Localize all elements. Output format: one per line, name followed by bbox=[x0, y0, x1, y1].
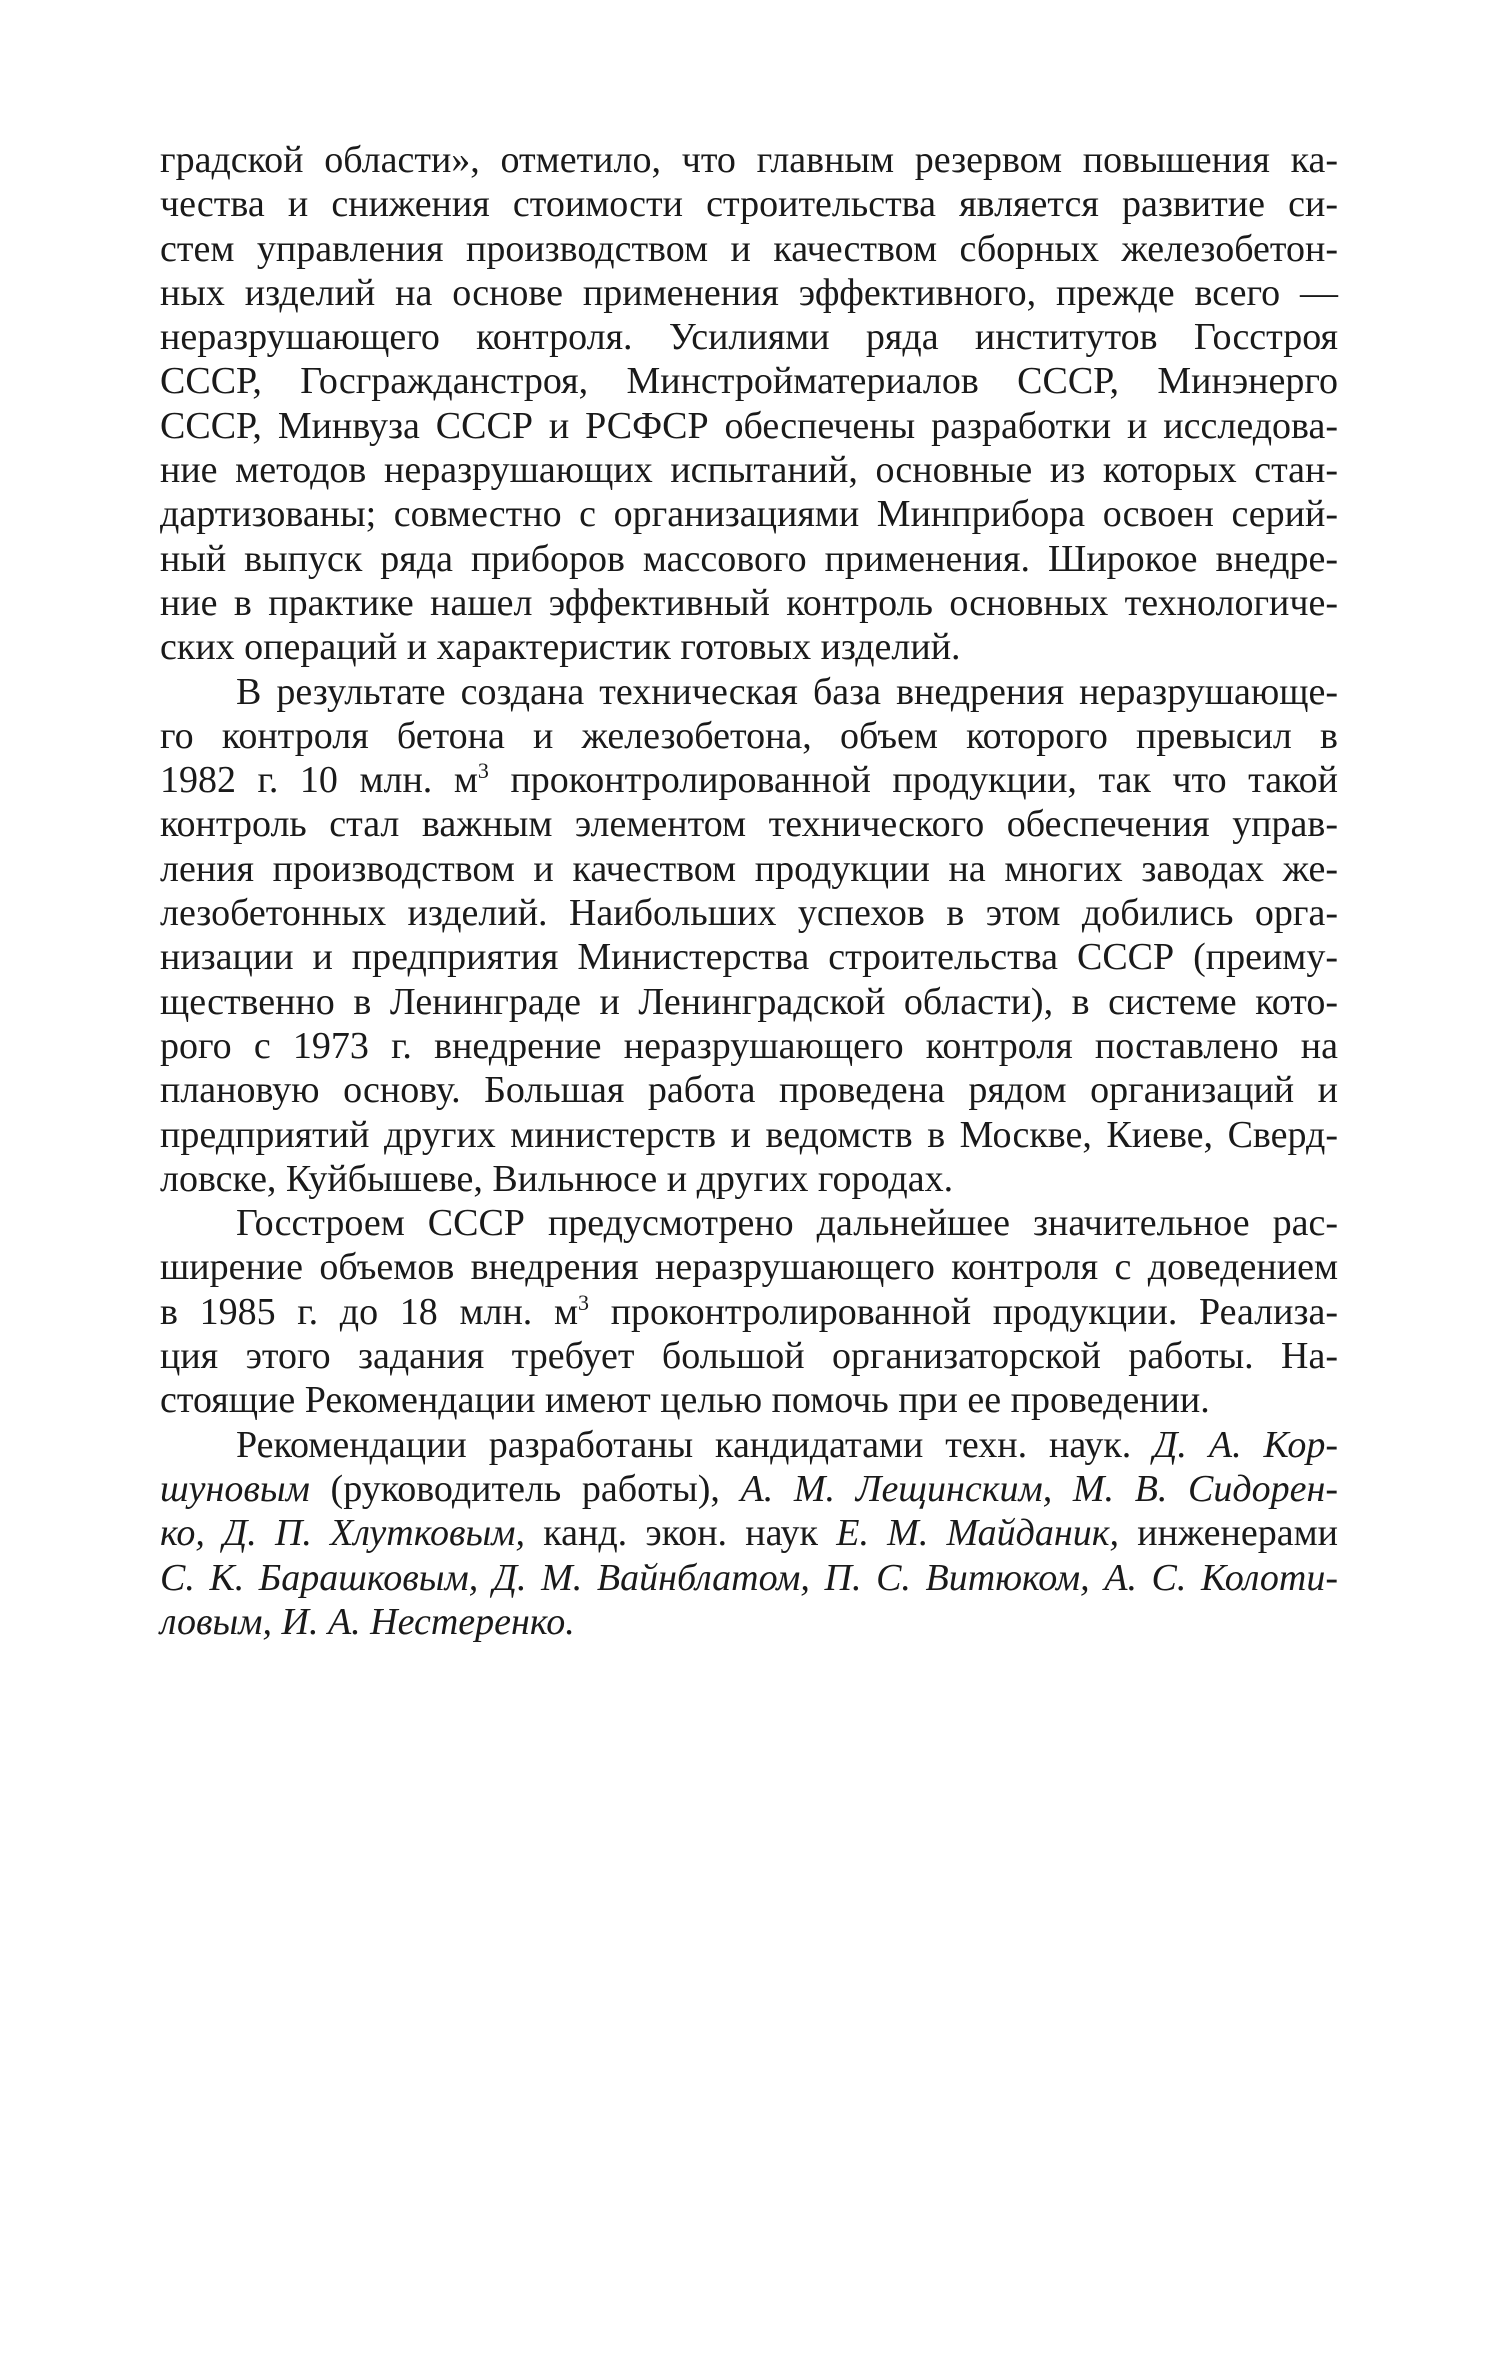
body-text bbox=[160, 138, 1338, 1644]
text-line: стоящие Рекомендации имеют целью помочь при ее проведении. bbox=[160, 1379, 1210, 1422]
author-name: ловым, И. А. Нестеренко. bbox=[160, 1600, 575, 1643]
paragraph-2 bbox=[160, 670, 1338, 1202]
text-line: ширение объемов внедрения неразрушающего контроля с доведением bbox=[160, 1246, 1338, 1289]
author-name: Д. А. Кор- bbox=[1153, 1423, 1338, 1466]
text-line: контроль стал важным элементом технического обеспечения управ- bbox=[160, 803, 1338, 846]
text-line: ный выпуск ряда приборов массового применения. Широкое внедре- bbox=[160, 537, 1338, 580]
text-line bbox=[160, 1423, 1338, 1467]
text-fragment: (руководитель работы), bbox=[309, 1467, 741, 1510]
text-fragment: инженерами bbox=[1119, 1512, 1338, 1555]
text-line: лезобетонных изделий. Наибольших успехов в этом добились орга- bbox=[160, 892, 1338, 935]
text-line: низации и предприятия Министерства строительства СССР (преиму- bbox=[160, 936, 1338, 979]
text-line: ных изделий на основе применения эффективного, прежде всего — bbox=[160, 271, 1338, 314]
text-fragment: проконтролированной продукции. Реализа- bbox=[589, 1290, 1338, 1333]
text-line: ция этого задания требует большой организаторской работы. На- bbox=[160, 1335, 1338, 1378]
author-name: шуновым bbox=[160, 1467, 310, 1510]
text-line: чества и снижения стоимости строительства является развитие си- bbox=[160, 183, 1338, 226]
text-fragment: проконтролированной продукции, так что такой bbox=[488, 759, 1338, 802]
text-fragment: канд. экон. наук bbox=[525, 1512, 837, 1555]
text-line: го контроля бетона и железобетона, объем которого превысил в bbox=[160, 714, 1338, 757]
text-line: градской области», отметило, что главным резервом повышения ка- bbox=[160, 139, 1338, 181]
text-line: ления производством и качеством продукции на многих заводах же- bbox=[160, 847, 1338, 890]
text-fragment: 1982 г. 10 млн. м bbox=[160, 759, 478, 802]
text-line: В результате создана техническая база внедрения неразрушающе- bbox=[236, 670, 1338, 713]
text-fragment: в 1985 г. до 18 млн. м bbox=[160, 1290, 579, 1333]
text-line bbox=[160, 1511, 1338, 1555]
paragraph-3 bbox=[160, 1201, 1338, 1422]
superscript: 3 bbox=[477, 758, 489, 784]
text-line: стем управления производством и качеством сборных железобетон- bbox=[160, 227, 1338, 270]
author-name: А. М. Лещинским, М. В. Сидорен- bbox=[740, 1467, 1338, 1510]
paragraph-1 bbox=[160, 138, 1338, 670]
text-line bbox=[160, 1600, 1338, 1644]
text-line: Госстроем СССР предусмотрено дальнейшее значительное рас- bbox=[236, 1202, 1338, 1245]
text-line: ских операций и характеристик готовых изделий. bbox=[160, 626, 961, 669]
superscript: 3 bbox=[578, 1289, 590, 1315]
paragraph-4 bbox=[160, 1423, 1338, 1644]
text-line: щественно в Ленинграде и Ленинградской области), в системе кото- bbox=[160, 980, 1338, 1023]
author-name: ко, Д. П. Хлутковым, bbox=[160, 1512, 526, 1555]
text-line: ние в практике нашел эффективный контроль основных технологиче- bbox=[160, 581, 1338, 624]
text-line bbox=[160, 758, 1338, 802]
text-line bbox=[160, 1290, 1338, 1334]
text-line: рого с 1973 г. внедрение неразрушающего контроля поставлено на bbox=[160, 1024, 1338, 1067]
text-line: предприятий других министерств и ведомств в Москве, Киеве, Сверд- bbox=[160, 1113, 1338, 1156]
text-line bbox=[160, 1556, 1338, 1600]
text-line: дартизованы; совместно с организациями Минприбора освоен серий- bbox=[160, 493, 1338, 536]
author-name: Е. М. Майданик, bbox=[836, 1512, 1120, 1555]
text-line: ние методов неразрушающих испытаний, основные из которых стан- bbox=[160, 449, 1338, 492]
text-line: ловске, Куйбышеве, Вильнюсе и других городах. bbox=[160, 1157, 954, 1200]
text-line bbox=[160, 1467, 1338, 1511]
text-line: СССР, Минвуза СССР и РСФСР обеспечены разработки и исследова- bbox=[160, 404, 1338, 447]
text-fragment: Рекомендации разработаны кандидатами техн. наук. bbox=[236, 1423, 1154, 1466]
text-line: плановую основу. Большая работа проведена рядом организаций и bbox=[160, 1069, 1338, 1112]
author-name: С. К. Барашковым, Д. М. Вайнблатом, П. С. Витюком, А. С. Колоти- bbox=[160, 1556, 1338, 1599]
text-line: СССР, Госгражданстроя, Минстройматериалов СССР, Минэнерго bbox=[160, 360, 1338, 403]
text-line: неразрушающего контроля. Усилиями ряда институтов Госстроя bbox=[160, 316, 1338, 359]
